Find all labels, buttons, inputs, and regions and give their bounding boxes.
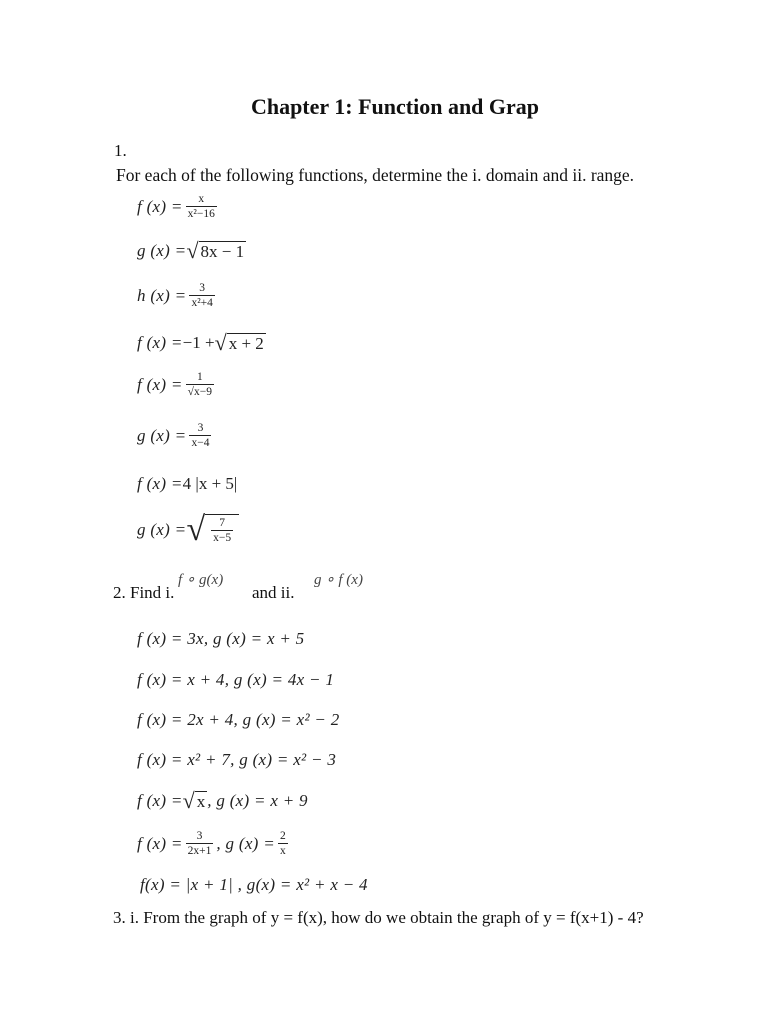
composition-g-of-f: g ∘ f (x): [314, 572, 363, 588]
q2-equation-3: f (x) = 2x + 4, g (x) = x² − 2: [137, 710, 340, 729]
q2-equation-7: f(x) = |x + 1| , g(x) = x² + x − 4: [140, 875, 368, 894]
q1-equation-1: f (x) = $\frac{x}{\text{x²−16}}$: [137, 193, 215, 220]
sqrt-symbol: √: [186, 511, 206, 548]
q2-equation-1: f (x) = 3x, g (x) = x + 5: [137, 629, 305, 648]
q1-equation-5: f (x) = $\frac{1}{√x-9}$: [137, 371, 212, 398]
q2-equation-2: f (x) = x + 4, g (x) = 4x − 1: [137, 670, 335, 689]
composition-f-of-g: f ∘ g(x): [178, 572, 224, 588]
question-1-instruction: For each of the following functions, determine the i. domain and ii. range.: [116, 165, 635, 185]
question-1-number: 1.: [114, 141, 127, 160]
q1-equation-2: g (x) = √ 8x − 1: [137, 238, 245, 263]
q2-equation-4: f (x) = x² + 7, g (x) = x² − 3: [137, 750, 337, 769]
sqrt-symbol: √: [186, 238, 199, 263]
question-3-text: 3. i. From the graph of y = f(x), how do we obtain the graph of y = f(x+1) - 4?: [113, 908, 644, 927]
q1-equation-8: g (x) = √ $\frac{7}{x-5}$: [137, 514, 239, 546]
sqrt-symbol: √: [182, 788, 195, 813]
q1-equation-4: f (x) = −1 + √ x + 2: [137, 330, 264, 355]
q2-equation-5: f (x) = √ x , g (x) = x + 9: [137, 788, 308, 813]
question-2-and: and ii.: [252, 583, 295, 602]
q1-equation-3: h (x) = $\frac{3}{\text{x²+4}}$: [137, 282, 213, 309]
q2-equation-6: f (x) = $\frac{3}{2x+1}$ , g (x) = $\frac{2}{x}$: [137, 830, 286, 857]
q1-equation-7: f (x) = 4 |x + 5|: [137, 474, 238, 493]
page-title: Chapter 1: Function and Grap: [250, 94, 540, 119]
sqrt-symbol: √: [214, 330, 227, 355]
q1-equation-6: g (x) = $\frac{3}{x-4}$: [137, 422, 210, 449]
question-2-prompt: 2. Find i.: [113, 583, 175, 602]
